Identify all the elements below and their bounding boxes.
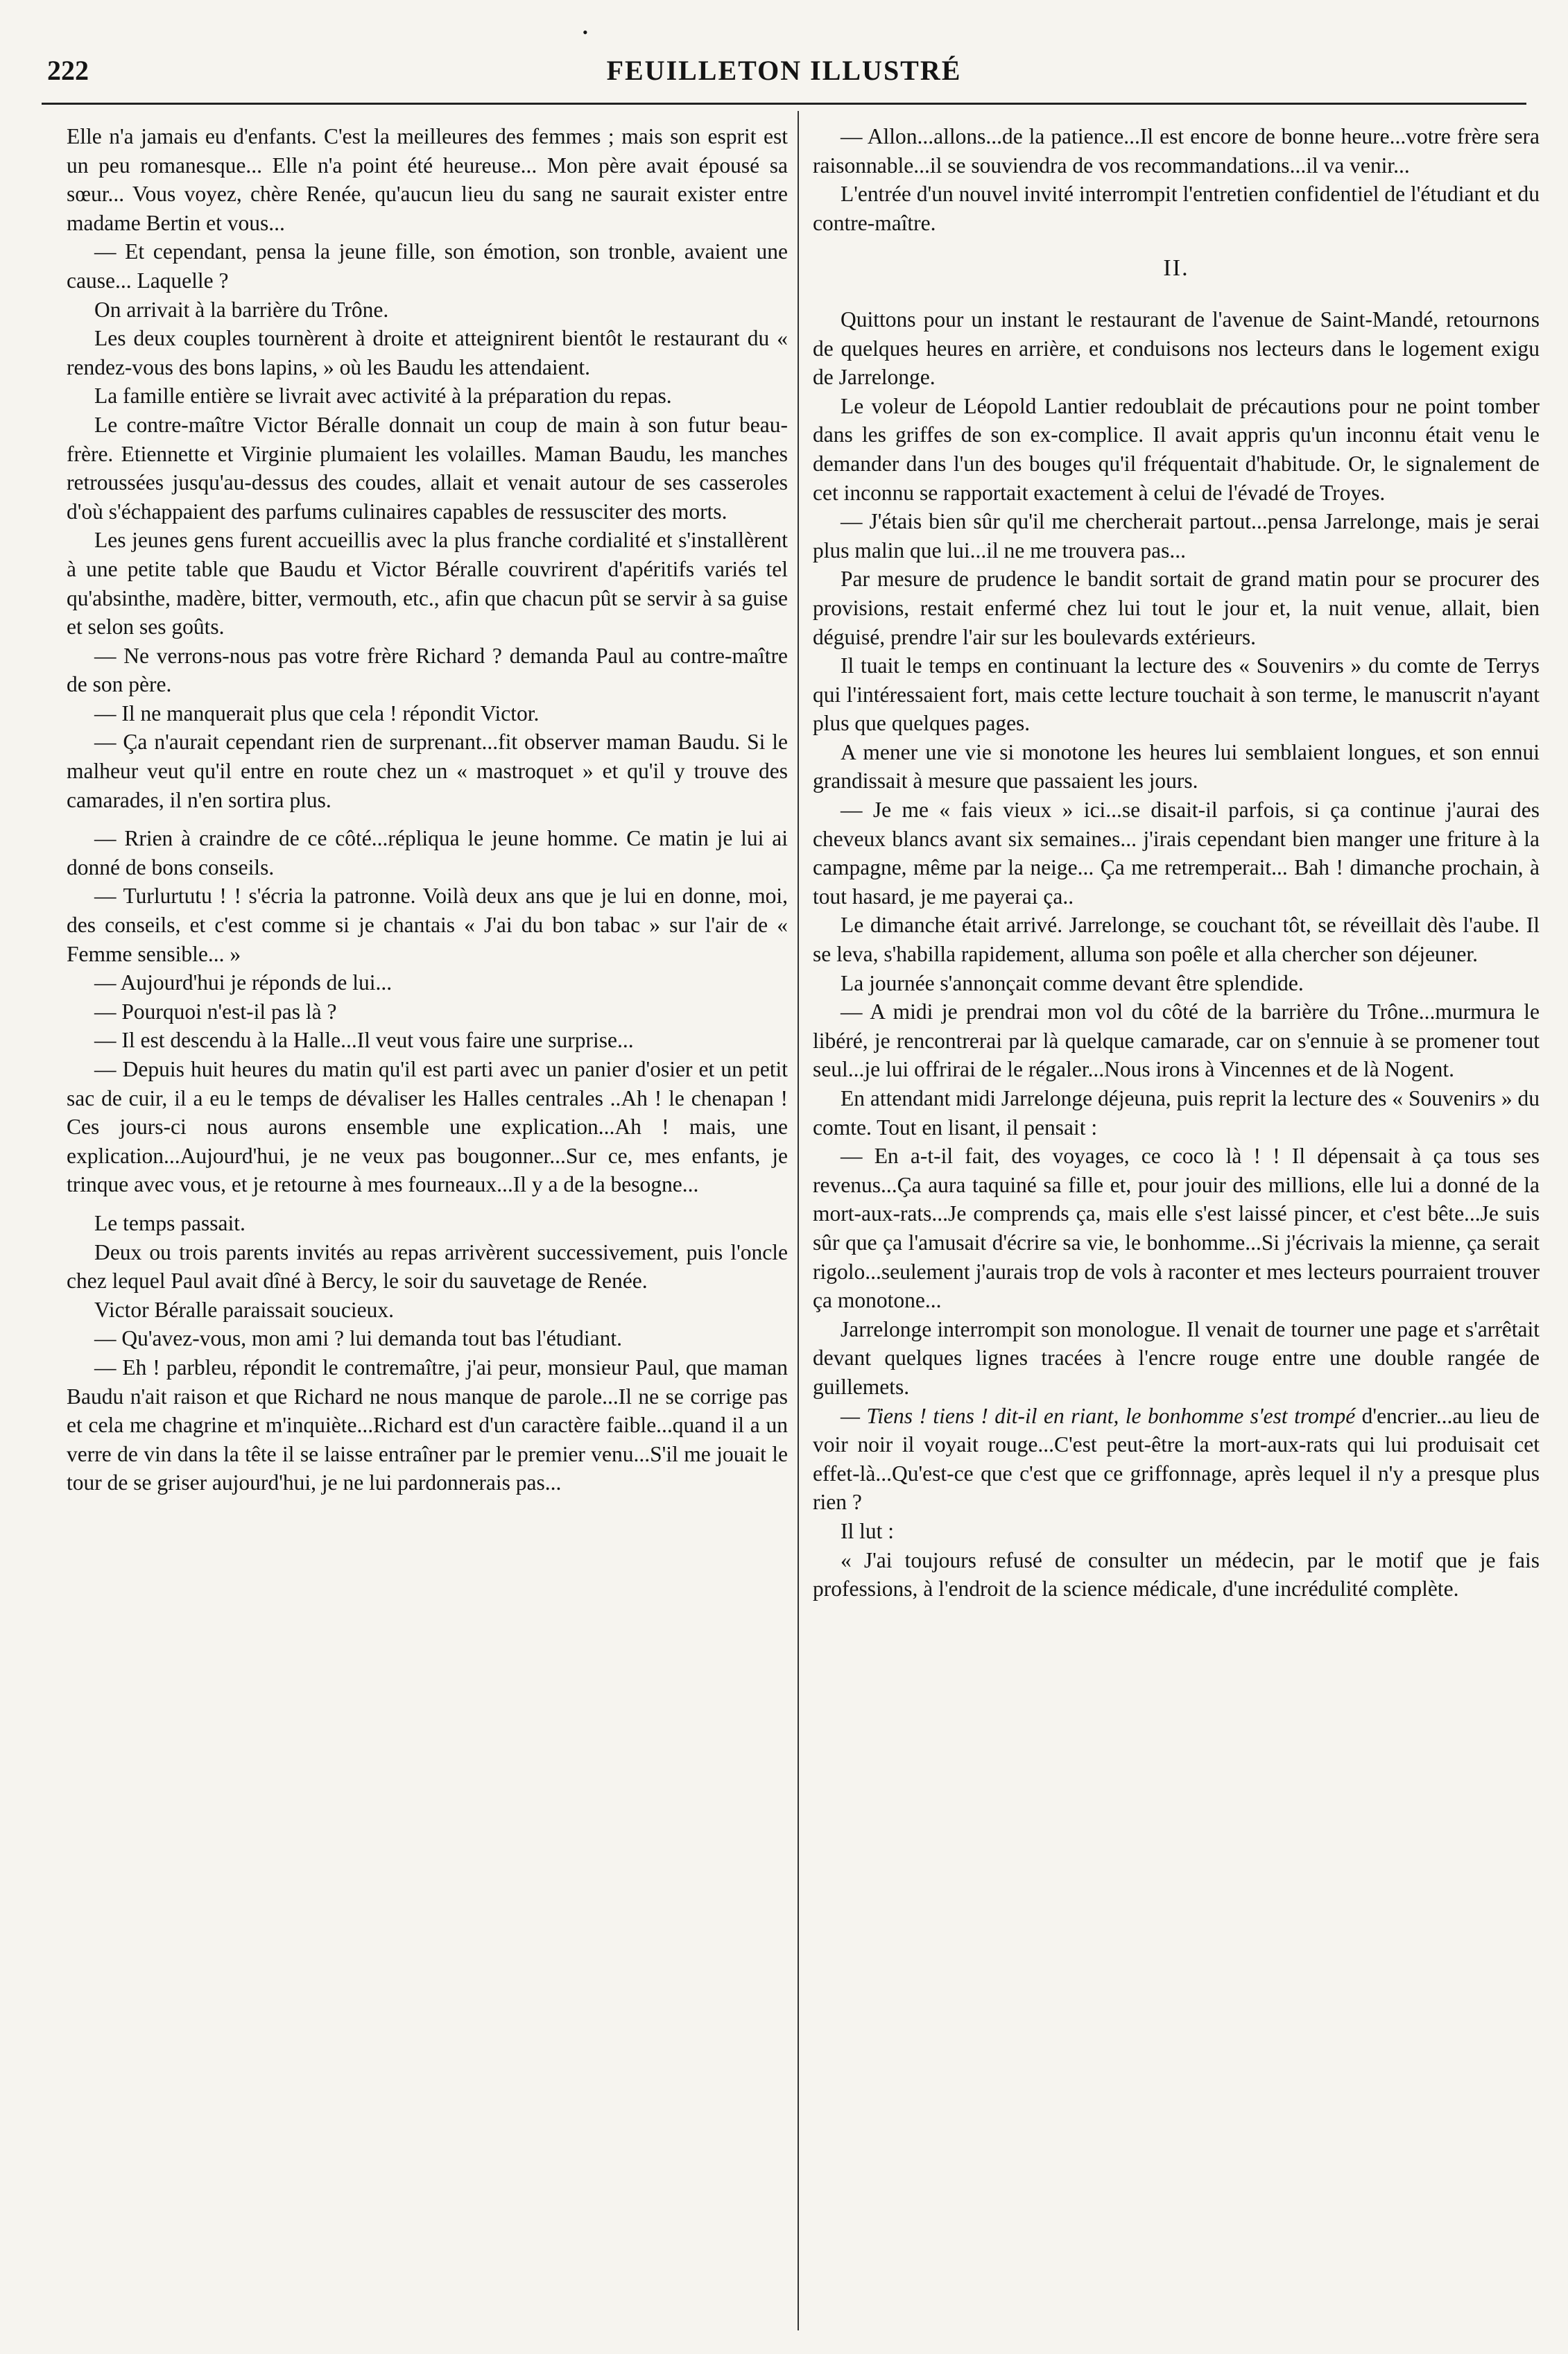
paragraph-italic <box>813 1402 1540 1517</box>
paragraph: — Il ne manquerait plus que cela ! répondit Victor. <box>94 701 540 725</box>
paragraph: Deux ou trois parents invités au repas arrivèrent successivement, puis l'oncle chez lequel Paul avait dîné à Bercy, le soir du sauvetage de Renée. <box>67 1239 788 1294</box>
paragraph: — Pourquoi n'est-il pas là ? <box>94 999 337 1024</box>
paragraph: Il lut : <box>841 1518 894 1543</box>
paragraph: Il tuait le temps en continuant la lecture des « Souvenirs » du comte de Terrys qui l'intéressaient fort, mais cette lecture touchait à son terme, le manuscrit n'ayant plus que quelques pages. <box>813 653 1540 736</box>
header-mark: • <box>583 24 588 41</box>
paragraph: Le voleur de Léopold Lantier redoublait de précautions pour ne point tomber dans les griffes de son ex-complice. Il avait appris qu'un inconnu était venu le demander dans l'un des bouges qu'il fréquentait d'habitude. Or, le signalement de cet inconnu se rapportait exactement à celui de l'évadé de Troyes. <box>813 393 1540 505</box>
paragraph: — En a-t-il fait, des voyages, ce coco là ! ! Il dépensait à ça tous ses revenus...Ça aura taquiné sa fille et, pour jouir des millions, elle lui a donné de la mort-aux-rats...Je comprends ça, mais elle s'est laissé pincer, et c'est bête...Je suis sûr que ça l'amusait d'écrire sa vie, le bonhomme...Si j'écrivais la mienne, ça serait rigolo...seulement j'aurais trop de vols à raconter et mes lecteurs pourraient trouver ça monotone... <box>813 1144 1540 1313</box>
paragraph: — Allon...allons...de la patience...Il est encore de bonne heure...votre frère sera raisonnable...il se souviendra de vos recommandations...il va venir... <box>813 124 1540 178</box>
paragraph: — J'étais bien sûr qu'il me chercherait partout...pensa Jarrelonge, mais je serai plus malin que lui...il ne me trouvera pas... <box>813 509 1540 562</box>
paragraph: Par mesure de prudence le bandit sortait de grand matin pour se procurer des provisions, restait enfermé chez lui tout le jour et, la nuit venue, allait, bien déguisé, prendre l'air sur les boulevards extérieurs. <box>813 567 1540 649</box>
paragraph: La famille entière se livrait avec activité à la préparation du repas. <box>94 384 672 409</box>
paragraph: Elle n'a jamais eu d'enfants. C'est la meilleures des femmes ; mais son esprit est un peu romanesque... Elle n'a point été heureuse... Mon père avait épousé sa sœur... Vous voyez, chère Renée, qu'aucun lieu du sang ne saurait exister entre madame Bertin et vous... <box>67 124 788 235</box>
page-header <box>42 24 1526 105</box>
paragraph: Le contre-maître Victor Béralle donnait un coup de main à son futur beau-frère. Etiennette et Virginie plumaient les volailles. Maman Baudu, les manches retroussées jusqu'au-dessus des coudes, allait et venait autour de ses casseroles d'où s'échappaient des parfums culinaires capables de ressusciter des morts. <box>67 412 788 524</box>
paragraph: Les jeunes gens furent accueillis avec la plus franche cordialité et s'installèrent à une petite table que Baudu et Victor Béralle couvrirent d'apéritifs variés tel qu'absinthe, madère, bitter, vermouth, etc., afin que chacun pût se servir à sa guise et selon ses goûts. <box>67 528 788 639</box>
paragraph: — Rrien à craindre de ce côté...répliqua le jeune homme. Ce matin je lui ai donné de bons conseils. <box>67 826 788 879</box>
paragraph: Victor Béralle paraissait soucieux. <box>94 1297 394 1322</box>
paragraph: — Ne verrons-nous pas votre frère Richard ? demanda Paul au contre-maître de son père. <box>67 643 788 697</box>
paragraph: — Je me « fais vieux » ici...se disait-il parfois, si ça continue j'aurai des cheveux blancs avant six semaines... j'irais cependant bien manger une friture à la campagne, même par la neige... Ça me retremperait... Bah ! dimanche prochain, à tout hasard, je me payerai ça.. <box>813 798 1540 909</box>
paragraph: — Ça n'aurait cependant rien de surprenant...fit observer maman Baudu. Si le malheur veut qu'il entre en route chez un « mastroquet » et qu'il y trouve des camarades, il n'en sortira plus. <box>67 730 788 812</box>
paragraph: — Depuis huit heures du matin qu'il est parti avec un panier d'osier et un petit sac de cuir, il a eu le temps de dévaliser les Halles centrales ..Ah ! le chenapan ! Ces jours-ci nous aurons ensemble une explication...Ah ! mais, une explication...Aujourd'hui, je ne veux pas bougonner...Sur ce, mes enfants, je trinque avec vous, et je retourne à mes fourneaux...Il y a de la besogne... <box>67 1057 788 1197</box>
italic-rest: d'encrier...au lieu de voir noir il voyait rouge...C'est peut-être la mort-aux-rats qui lui produisait cet effet-là...Qu'est-ce que c'est que ce griffonnage, après lequel il n'y a presque plus rien ? <box>813 1403 1540 1515</box>
paragraph: — Qu'avez-vous, mon ami ? lui demanda tout bas l'étudiant. <box>94 1326 623 1351</box>
paragraph: Jarrelonge interrompit son monologue. Il venait de tourner une page et s'arrêtait devant quelques lignes tracées à l'encre rouge entre une double rangée de guillemets. <box>813 1316 1540 1399</box>
quoted-passage: « J'ai toujours refusé de consulter un médecin, par le motif que je fais professions, à l'endroit de la science médicale, d'une incrédulité complète. <box>813 1547 1540 1601</box>
paragraph: Le temps passait. <box>94 1210 245 1235</box>
paragraph: Les deux couples tournèrent à droite et atteignirent bientôt le restaurant du « rendez-vous des bons lapins, » où les Baudu les attendaient. <box>67 326 788 379</box>
paragraph: A mener une vie si monotone les heures lui semblaient longues, et son ennui grandissait à mesure que passaient les jours. <box>813 739 1540 793</box>
paragraph: On arrivait à la barrière du Trône. <box>94 297 389 322</box>
paragraph: — Eh ! parbleu, répondit le contremaître, j'ai peur, monsieur Paul, que maman Baudu n'ait raison et que Richard ne nous manque de parole...Il ne se corrige pas et cela me chagrine et m'inquiète...Richard est d'un caractère faible...quand il a un verre de vin dans la tête il se laisse entraîner par le premier venu...S'il me jouait le tour de se griser aujourd'hui, je ne lui pardonnerais pas... <box>67 1355 788 1495</box>
paragraph: — Il est descendu à la Halle...Il veut vous faire une surprise... <box>94 1028 634 1053</box>
running-title: FEUILLETON ILLUSTRÉ <box>606 55 962 86</box>
paragraph: — A midi je prendrai mon vol du côté de la barrière du Trône...murmura le libéré, je rencontrerai par là quelque camarade, car on s'ennuie à se promener tout seul...je lui offrirai de le régaler...Nous irons à Vincennes et de là Nogent. <box>813 999 1540 1082</box>
paragraph: Quittons pour un instant le restaurant de l'avenue de Saint-Mandé, retournons de quelques heures en arrière, et conduisons nos lecteurs dans le logement exigu de Jarrelonge. <box>813 307 1540 390</box>
page-number: 222 <box>47 55 89 86</box>
italic-lead: — Tiens ! tiens ! dit-il en riant, le bonhomme s'est trompé <box>841 1403 1356 1428</box>
paragraph: — Aujourd'hui je réponds de lui... <box>94 970 393 995</box>
left-column <box>67 122 788 1497</box>
paragraph: — Et cependant, pensa la jeune fille, son émotion, son tronble, avaient une cause... Laquelle ? <box>67 239 788 293</box>
paragraph: Le dimanche était arrivé. Jarrelonge, se couchant tôt, se réveillait dès l'aube. Il se leva, s'habilla rapidement, alluma son poêle et alla chercher son déjeuner. <box>813 913 1540 967</box>
paragraph: L'entrée d'un nouvel invité interrompit l'entretien confidentiel de l'étudiant et du contre-maître. <box>813 182 1540 235</box>
paragraph: — Turlurtutu ! ! s'écria la patronne. Voilà deux ans que je lui en donne, moi, des conseils, et c'est comme si je chantais « J'ai du bon tabac » sur l'air de « Femme sensible... » <box>67 884 788 966</box>
paragraph: La journée s'annonçait comme devant être splendide. <box>841 970 1304 995</box>
right-column <box>813 122 1540 1604</box>
column-rule <box>798 111 799 2330</box>
paragraph: En attendant midi Jarrelonge déjeuna, puis reprit la lecture des « Souvenirs » du comte. Tout en lisant, il pensait : <box>813 1086 1540 1140</box>
section-numeral: II. <box>1163 255 1189 282</box>
